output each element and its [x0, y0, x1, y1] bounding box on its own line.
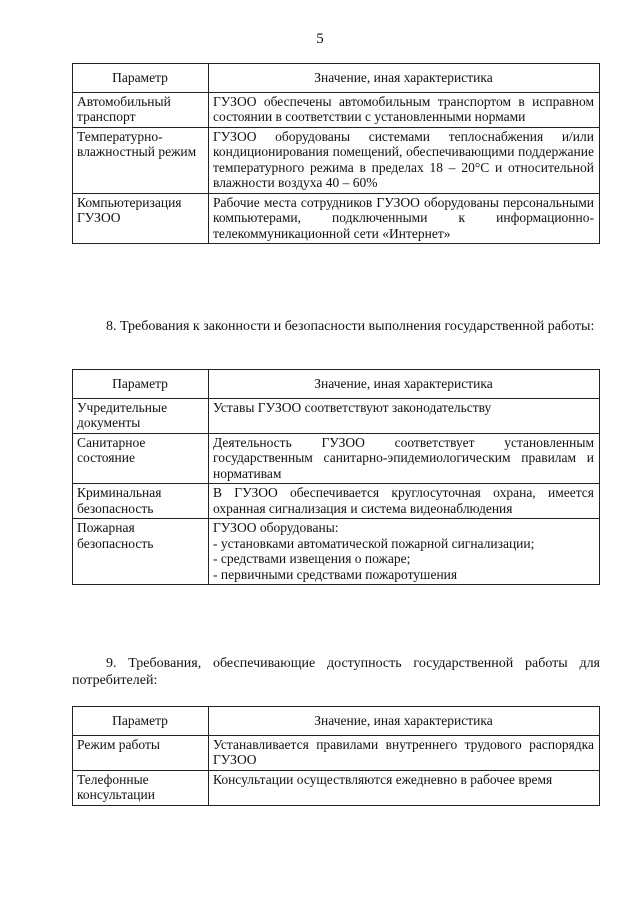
table-row	[73, 770, 600, 805]
table-header-row	[73, 707, 600, 736]
table-header-row	[73, 370, 600, 399]
value-cell: ГУЗОО оборудованы системами теплоснабжения и/или кондиционирования помещений, обеспечивающими поддержание температурного режима в пределах 18 – 20°C и относительной влажности воздуха 40 – 60%	[209, 127, 600, 193]
param-cell: Учредительные документы	[73, 398, 209, 433]
param-cell: Санитарное состояние	[73, 433, 209, 484]
param-cell: Телефонные консультации	[73, 770, 209, 805]
value-cell: Деятельность ГУЗОО соответствует установленным государственным санитарно-эпидемиологическим правилам и нормативам	[209, 433, 600, 484]
table-row	[73, 127, 600, 193]
section-9-heading: 9. Требования, обеспечивающие доступность государственной работы для потребителей:	[72, 656, 600, 688]
header-value: Значение, иная характеристика	[209, 64, 600, 93]
list-item: - первичными средствами пожаротушения	[213, 566, 458, 582]
value-cell-list	[209, 519, 600, 585]
list-item: - средствами извещения о пожаре;	[213, 551, 411, 566]
param-cell: Температурно-влажностный режим	[73, 127, 209, 193]
parameters-table-1	[72, 63, 600, 244]
table-row	[73, 398, 600, 433]
param-cell: Криминальная безопасность	[73, 484, 209, 519]
value-cell: В ГУЗОО обеспечивается круглосуточная охрана, имеется охранная сигнализация и система видеонаблюдения	[209, 484, 600, 519]
header-value: Значение, иная характеристика	[209, 370, 600, 399]
table-header-row	[73, 64, 600, 93]
value-cell: Уставы ГУЗОО соответствуют законодательству	[209, 398, 600, 433]
table-row	[73, 484, 600, 519]
param-cell: Режим работы	[73, 735, 209, 770]
section-8-heading: 8. Требования к законности и безопасности выполнения государственной работы:	[106, 319, 595, 334]
table-row	[73, 735, 600, 770]
param-cell: Автомобильный транспорт	[73, 92, 209, 127]
table-row	[73, 433, 600, 484]
value-cell: ГУЗОО обеспечены автомобильным транспортом в исправном состоянии в соответствии с установленными нормами	[209, 92, 600, 127]
header-value: Значение, иная характеристика	[209, 707, 600, 736]
header-param: Параметр	[73, 64, 209, 93]
value-cell: Рабочие места сотрудников ГУЗОО оборудованы персональными компьютерами, подключенными к информационно-телекоммуникационной сети «Интернет»	[209, 193, 600, 244]
list-item: - установками автоматической пожарной сигнализации;	[213, 535, 535, 551]
param-cell: Компьютеризация ГУЗОО	[73, 193, 209, 244]
param-cell: Пожарная безопасность	[73, 519, 209, 585]
table-row	[73, 193, 600, 244]
table-row	[73, 519, 600, 585]
page-number: 5	[316, 31, 324, 47]
parameters-table-2	[72, 369, 600, 585]
table-row	[73, 92, 600, 127]
parameters-table-3	[72, 706, 600, 806]
header-param: Параметр	[73, 370, 209, 399]
value-cell: Устанавливается правилами внутреннего трудового распорядка ГУЗОО	[209, 735, 600, 770]
header-param: Параметр	[73, 707, 209, 736]
list-item: ГУЗОО оборудованы:	[213, 520, 339, 535]
value-cell: Консультации осуществляются ежедневно в рабочее время	[209, 770, 600, 805]
